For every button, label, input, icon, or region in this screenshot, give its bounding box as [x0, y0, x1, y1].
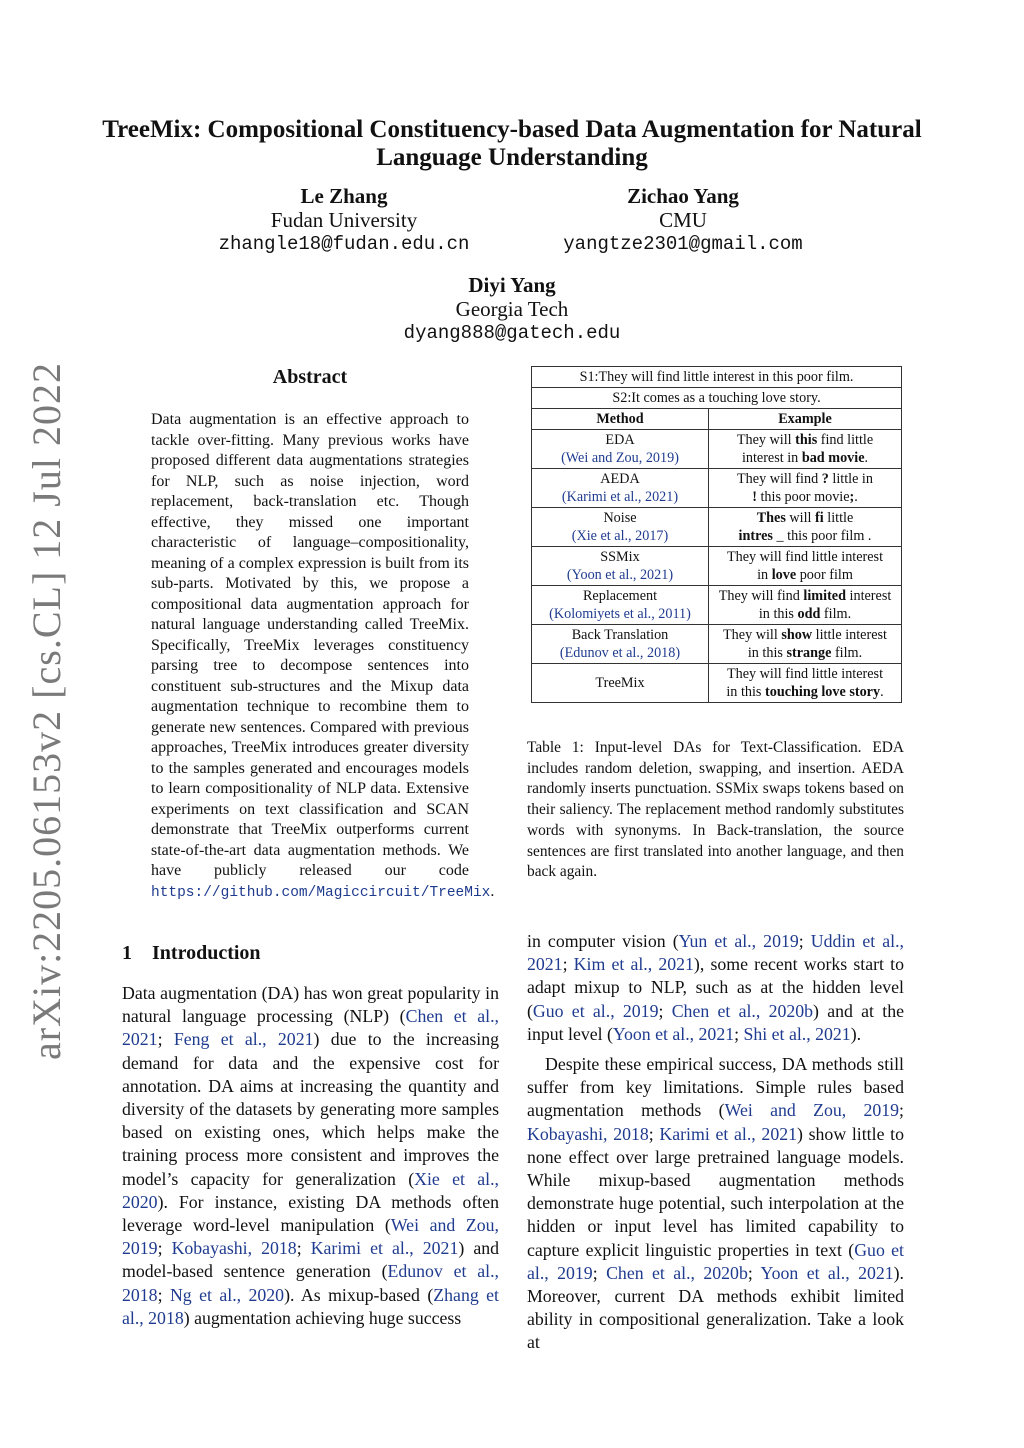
text-run: ) augmentation achieving huge success: [183, 1307, 462, 1328]
example-line: [712, 509, 898, 527]
citation-link[interactable]: Chen et al., 2020b: [671, 1000, 814, 1021]
text-run: They will find: [718, 588, 804, 604]
table-caption: Table 1: Input-level DAs for Text-Classification. EDA includes random deletion, swapping, and insertion. AEDA randomly inserts punctuation. SSMix swaps tokens based on their saliency. The replacement method randomly substitutes words with synonyms. In Back-translation, the source sentences are first translated into another language, and then back again.: [527, 739, 904, 881]
citation-link[interactable]: Karimi et al., 2021: [659, 1123, 797, 1144]
abstract-end: .: [490, 882, 495, 900]
method-citation[interactable]: (Kolomiyets et al., 2011): [549, 606, 691, 622]
table-row-s1: [532, 367, 902, 388]
method-cell: [532, 508, 709, 547]
author-name: Diyi Yang: [468, 273, 556, 297]
text-run: Data augmentation (DA) has won great popularity in natural language processing (NLP) (: [122, 983, 499, 1027]
example-cell: [709, 625, 902, 664]
bold-word: strange: [786, 645, 832, 661]
table-row: [532, 664, 902, 703]
table-row: [532, 586, 902, 625]
text-run: film.: [831, 645, 863, 661]
citation-link[interactable]: Shi et al., 2021: [743, 1023, 851, 1044]
example-line: [712, 431, 898, 449]
text-run: in computer vision (: [527, 931, 679, 951]
bold-word: Thes: [756, 510, 786, 526]
example-line: [712, 683, 898, 701]
intro-paragraph: [122, 982, 499, 1330]
method-citation[interactable]: (Karimi et al., 2021): [561, 489, 679, 505]
method-name: Back Translation: [571, 627, 669, 643]
example-cell: [709, 586, 902, 625]
right-column-paragraph-1: [527, 930, 904, 1046]
text-run: interest: [845, 588, 892, 604]
author-block-1: [214, 184, 474, 256]
text-run: They will find little interest: [726, 549, 884, 565]
author-affiliation: Georgia Tech: [455, 297, 569, 321]
bold-word: show: [781, 627, 813, 643]
method-cell: [532, 625, 709, 664]
example-cell: [709, 547, 902, 586]
author-email[interactable]: yangtze2301@gmail.com: [563, 233, 803, 255]
text-run: ;: [734, 1023, 744, 1044]
sentence-s2: S2:It comes as a touching love story.: [532, 388, 902, 409]
section-title: Introduction: [152, 942, 261, 964]
text-run: find little: [817, 432, 874, 448]
table-row: [532, 430, 902, 469]
method-name: Replacement: [582, 588, 658, 604]
table-row-s2: [532, 388, 902, 409]
citation-link[interactable]: Yun et al., 2019: [678, 931, 799, 951]
text-run: ;: [648, 1123, 660, 1144]
table-row: [532, 508, 902, 547]
text-run: ;: [157, 1284, 170, 1305]
author-block-2: [548, 184, 818, 256]
header-example: Example: [709, 409, 902, 430]
text-run: poor film: [796, 567, 853, 583]
text-run: ). For instance, existing DA methods often leverage word-level manipulation (: [122, 1191, 499, 1236]
table-header-row: [532, 409, 902, 430]
author-email[interactable]: zhangle18@fudan.edu.cn: [218, 233, 470, 255]
table-row: [532, 469, 902, 508]
text-run: ;: [798, 931, 811, 951]
example-line: [712, 548, 898, 566]
table-input-level-da: [531, 366, 902, 703]
example-line: [712, 449, 898, 467]
text-run: film.: [820, 606, 852, 622]
citation-link[interactable]: Chen et al., 2021: [122, 1006, 500, 1050]
method-cell: [532, 586, 709, 625]
bold-word: !: [752, 489, 757, 505]
citation-link[interactable]: Karimi et al., 2021: [310, 1238, 459, 1259]
example-line: [712, 587, 898, 605]
text-run: ). Moreover, current DA methods exhibit limited ability in compositional generalization. Take a look at: [527, 1262, 905, 1353]
bold-word: bad movie: [801, 450, 865, 466]
bold-word: intres: [738, 528, 773, 544]
citation-link[interactable]: Chen et al., 2020b: [606, 1262, 748, 1283]
citation-link[interactable]: Feng et al., 2021: [173, 1029, 314, 1050]
method-citation[interactable]: (Yoon et al., 2021): [566, 567, 674, 583]
example-cell: [709, 469, 902, 508]
text-run: in this: [758, 606, 798, 622]
example-line: [712, 470, 898, 488]
header-method: Method: [532, 409, 709, 430]
author-affiliation: CMU: [659, 208, 707, 232]
table-body: [532, 367, 902, 703]
example-cell: [709, 430, 902, 469]
abstract-body: [151, 410, 495, 903]
code-link[interactable]: https://github.com/Magiccircuit/TreeMix: [151, 884, 491, 901]
text-run: ), some recent works start to adapt mixup to NLP, such as at the hidden level (: [527, 954, 904, 1021]
method-citation[interactable]: (Xie et al., 2017): [571, 528, 669, 544]
citation-link[interactable]: Zhang et al., 2018: [122, 1284, 499, 1328]
citation-link[interactable]: Kim et al., 2021: [573, 954, 694, 975]
text-run: this poor movie: [756, 489, 850, 505]
example-line: [712, 527, 898, 545]
method-citation[interactable]: (Edunov et al., 2018): [559, 645, 681, 661]
text-run: in this: [747, 645, 787, 661]
citation-link[interactable]: Uddin et al., 2021: [527, 931, 905, 975]
text-run: in this: [726, 684, 765, 700]
text-run: little interest: [812, 627, 887, 643]
bold-word: odd: [797, 606, 821, 622]
text-run: They will find little interest: [726, 666, 884, 682]
author-name: Zichao Yang: [627, 184, 739, 208]
method-name: Noise: [603, 510, 637, 526]
table-row: [532, 547, 902, 586]
author-block-3: [382, 273, 642, 345]
text-run: ).: [850, 1023, 862, 1044]
method-name: TreeMix: [595, 675, 645, 691]
method-name: AEDA: [600, 471, 640, 487]
bold-word: this: [795, 432, 818, 448]
table-row: [532, 625, 902, 664]
text-run: ) and at the input level (: [527, 1000, 904, 1044]
right-column-paragraph-2: [527, 1053, 904, 1355]
text-run: .: [864, 450, 869, 466]
arxiv-identifier: arXiv:2205.06153v2 [cs.CL] 12 Jul 2022: [24, 362, 69, 1060]
text-run: ). As mixup-based (: [284, 1284, 434, 1305]
text-run: ;: [296, 1238, 311, 1259]
bold-word: touching love story: [765, 684, 881, 700]
paper-title: TreeMix: Compositional Constituency-based Data Augmentation for Natural Language Understanding: [102, 116, 922, 171]
bold-word: ?: [821, 471, 829, 487]
example-line: [712, 488, 898, 506]
section-number: 1: [122, 942, 132, 964]
example-cell: [709, 508, 902, 547]
citation-link[interactable]: Ng et al., 2020: [169, 1284, 285, 1305]
method-name: SSMix: [600, 549, 640, 565]
text-run: ;: [562, 954, 574, 975]
sentence-s1: S1:They will find little interest in this poor film.: [532, 367, 902, 388]
text-run: They will: [736, 432, 796, 448]
citation-link[interactable]: Guo et al., 2019: [527, 1239, 904, 1283]
text-run: will: [785, 510, 816, 526]
bold-word: limited: [803, 588, 846, 604]
text-run: ;: [157, 1238, 172, 1259]
text-run: ;: [592, 1262, 607, 1283]
citation-link[interactable]: Yoon et al., 2021: [760, 1262, 894, 1283]
text-run: little: [823, 510, 854, 526]
example-cell: [709, 664, 902, 703]
text-run: .: [854, 489, 858, 505]
text-run: ) due to the increasing demand for data and the expensive cost for annotation. DA aims at increasing the quantity and diversity of the datasets by generating more samples based on existing ones, which helps make the training process more consistent and improves the model’s capacity for generalization (: [122, 1029, 499, 1189]
citation-link[interactable]: Xie et al., 2020: [122, 1168, 499, 1212]
text-run: They will find: [737, 471, 822, 487]
text-run: in: [757, 567, 772, 583]
method-cell: [532, 430, 709, 469]
text-run: Despite these empirical success, DA methods still suffer from key limitations. Simple rules based augmentation methods (: [527, 1054, 904, 1121]
citation-link[interactable]: Edunov et al., 2018: [122, 1261, 499, 1305]
text-run: ) show little to none effect over large pretrained language models. While mixup-based augmentation methods demonstrate huge potential, such interpolation at the hidden or input level has limited capability to capture explicit linguistic properties in text (: [527, 1123, 904, 1260]
method-citation[interactable]: (Wei and Zou, 2019): [561, 450, 679, 466]
method-cell: [532, 547, 709, 586]
example-line: [712, 644, 898, 662]
example-line: [712, 566, 898, 584]
text-run: ) and model-based sentence generation (: [122, 1238, 499, 1282]
abstract-heading: Abstract: [272, 366, 348, 388]
example-line: [712, 626, 898, 644]
author-affiliation: Fudan University: [270, 208, 418, 232]
example-line: [712, 605, 898, 623]
method-cell: [532, 469, 709, 508]
author-email[interactable]: dyang888@gatech.edu: [403, 322, 621, 344]
text-run: ;: [658, 1000, 672, 1021]
method-name: EDA: [605, 432, 635, 448]
bold-word: fi: [815, 510, 824, 526]
text-run: ;: [747, 1262, 761, 1283]
citation-link[interactable]: Wei and Zou, 2019: [122, 1215, 500, 1259]
text-run: _ this poor film .: [772, 528, 872, 544]
citation-link[interactable]: Guo et al., 2019: [532, 1000, 659, 1021]
text-run: little in: [828, 471, 873, 487]
bold-word: love: [771, 567, 797, 583]
text-run: They will: [723, 627, 782, 643]
citation-link[interactable]: Kobayashi, 2018: [171, 1238, 297, 1259]
example-line: [712, 665, 898, 683]
abstract-text: Data augmentation is an effective approach to tackle over-fitting. Many previous works have proposed different data augmentations strategies for NLP, such as noise injection, word replacement, back-translation etc. Though effective, they missed one important characteristic of language–compositionality, meaning of a complex expression is built from its sub-parts. Motivated by this, we propose a compositional data augmentation approach for natural language understanding called TreeMix. Specifically, TreeMix leverages constituency parsing tree to decompose sentences into constituent sub-structures and the Mixup data augmentation technique to recombine them to generate new sentences. Compared with previous approaches, TreeMix introduces greater diversity to the samples generated and encourages models to learn compositionality of NLP data. Extensive experiments on text classification and SCAN demonstrate that TreeMix outperforms current state-of-the-art data augmentation methods. We have publicly released our code: [151, 411, 469, 879]
citation-link[interactable]: Yoon et al., 2021: [612, 1023, 735, 1044]
section-heading-introduction: [122, 942, 261, 965]
text-run: ;: [899, 1100, 904, 1121]
text-run: interest in: [741, 450, 802, 466]
text-run: ;: [157, 1029, 174, 1050]
text-run: .: [880, 684, 884, 700]
citation-link[interactable]: Kobayashi, 2018: [527, 1123, 649, 1144]
bold-word: ;: [849, 489, 855, 505]
method-cell: [532, 664, 709, 703]
citation-link[interactable]: Wei and Zou, 2019: [724, 1100, 900, 1121]
author-name: Le Zhang: [300, 184, 388, 208]
